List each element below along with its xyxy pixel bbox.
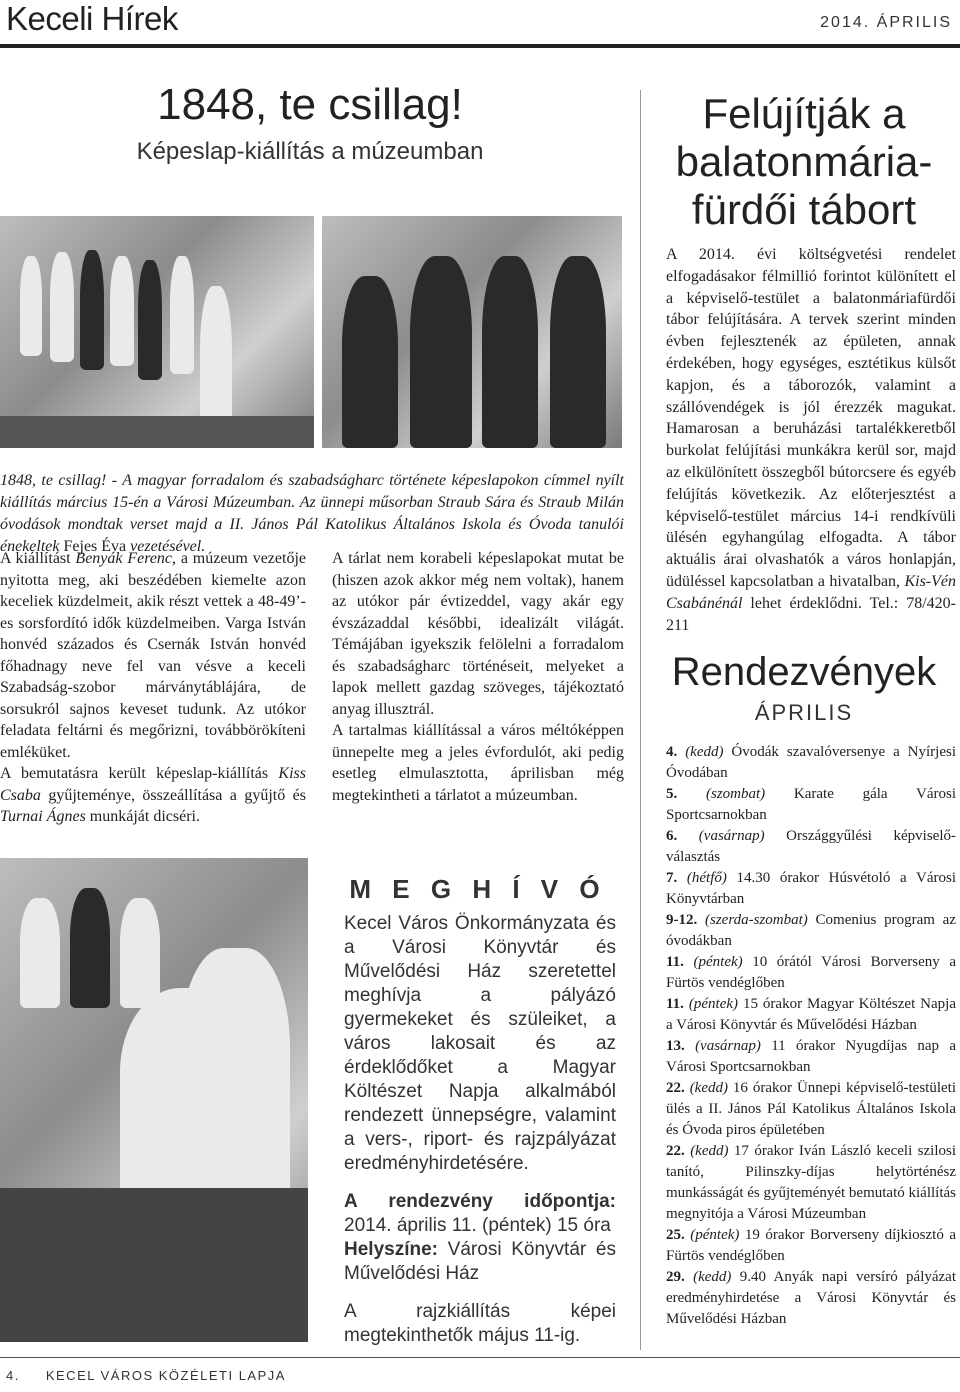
footer-rule	[0, 1357, 960, 1358]
article-column-1: A kiállítást Benyák Ferenc, a múzeum vezetője nyitotta meg, aki beszédében kiemelte azon keceliek küzdelmeit, akik részt vettek a 48-49’-es sorsfordító idők küzdelmeiben. Varga István honvéd százados és Csernák István honvéd főhadnagy neve fel van vésve a keceli Szabadság-szobor márványtáblájára, de sorsukról sajnos keveset tudunk. Az utókor feladata feltárni és megőrizni, továbbörökíteni emléküket. A bemutatásra került képeslap-kiállítás Kiss Csaba gyűjteménye, összeállítása a gyűjtő és Turnai Ágnes munkáját dicséri.	[0, 550, 306, 825]
event-item: 4. (kedd) Óvodák szavalóversenye a Nyírjesi Óvodában	[666, 744, 956, 781]
photo-caption: 1848, te csillag! - A magyar forradalom és szabadságharc története képeslapokon címmel nyílt kiállítás március 15-én a Városi Múzeumban. Az ünnepi műsorban Straub Sára és Straub Milán óvodások mondtak verset majd a II. János Pál Katolikus Általános Iskola és Óvoda tanulói énekeltek Fejes Éva vezetésével.	[0, 472, 624, 555]
event-item: 25. (péntek) 19 órakor Borverseny díjkiosztó a Fürtös vendéglőben	[666, 1227, 956, 1264]
event-item: 6. (vasárnap) Országgyűlési képviselő-választás	[666, 828, 957, 865]
events-month: ÁPRILIS	[754, 700, 854, 725]
column-divider	[640, 90, 641, 1350]
event-item: 5. (szombat) Karate gála Városi Sportcsarnokban	[666, 786, 957, 823]
event-item: 22. (kedd) 17 órakor Iván László keceli szilosi tanító, Pilinszky-díjas helytörténész munkásságát és gyűjteményét bemutató kiállítás megnyitója a Városi Múzeumban	[666, 1143, 956, 1222]
events-list	[666, 742, 956, 1330]
article2-body: A 2014. évi költségvetési rendelet elfogadásakor félmillió forintot különített el a képviselő-testület a balatonmáriafürdői tábor felújítására. A tervek szerint minden évben fejlesztenék az épületen, annak érdekében, hogy egységes, esztétikus külsőt kapjon, és a táborozók, valamint a szállóvendégek is jól érezzék magukat. Hamarosan a beruházási tartalékkeretből burkolat felújítási munkákra kerül sor, majd az elkülönített összegből bútorcsere és egyéb felújítás következik. Az előterjesztést a képviselő-testület március 14-i rendkívüli ülésén egyhangúlag elfogadta. A tábor aktuális árai olvashatók a város honlapján, üdüléssel kapcsolatban a hivatalban, Kis-Vén Csabánénál lehet érdeklődni. Tel.: 78/420-211	[666, 246, 956, 634]
article-subtitle: Képeslap-kiállítás a múzeumban	[136, 138, 484, 165]
event-item: 11. (péntek) 15 órakor Magyar Költészet Napja a Városi Könyvtár és Művelődési Házban	[666, 996, 957, 1033]
event-item: 29. (kedd) 9.40 Anyák napi versíró pályázat eredményhirdetése a Városi Könyvtár és Művelődési Házban	[666, 1269, 957, 1327]
article2-title: Felújítják a balatonmária-fürdői tábort	[675, 90, 933, 233]
article-column-2: A tárlat nem korabeli képeslapokat mutat be (hiszen azok akkor még nem voltak), hanem az utókor pár évtizeddel, vagy akár egy évszázaddal későbbi, idealizált világát. Témájában igyekszik felölelni a forradalom és szabadságharc történéseit, melyeket a lapok mellett gazdag szöveges, tájékoztató anyag illusztrál. A tartalmas kiállítással a város méltóképpen ünnepelte meg a jeles évfordulót, aki pedig esetleg elmulasztotta, áprilisban még megtekintheti a tárlatot a múzeumban.	[332, 550, 624, 804]
event-item: 13. (vasárnap) 11 órakor Nyugdíjas nap a Városi Sportcsarnokban	[666, 1038, 956, 1075]
photo-girls-singing	[0, 858, 308, 1342]
masthead-rule	[0, 44, 960, 48]
article-title: 1848, te csillag!	[157, 80, 463, 129]
masthead-date: 2014. ÁPRILIS	[820, 14, 952, 31]
event-item: 9-12. (szerda-szombat) Comenius program az óvodákban	[666, 912, 956, 949]
photo-children-singing	[0, 216, 314, 448]
events-title: Rendezvények	[671, 650, 937, 694]
footer: 4. KECEL VÁROS KÖZÉLETI LAPJA	[6, 1368, 286, 1383]
event-item: 11. (péntek) 10 órától Városi Borverseny a Fürtös vendéglőben	[666, 954, 957, 991]
meghivo-body: Kecel Város Önkormányzata és a Városi Könyvtár és Művelődési Ház szeretettel meghívja a pályázó gyermekeket és szüleiket, a város lakosait és az érdeklődőket a Magyar Költészet Napja alkalmából rendezett ünnepségre, valamint a vers-, riport- és rajzpályázat eredményhirdetésére. A rendezvény időpontja: 2014. április 11. (péntek) 15 óra Helyszíne: Városi Könyvtár és Művelődési Ház A rajzkiállítás képei megtekinthetők május 11-ig.	[344, 913, 616, 1346]
event-item: 22. (kedd) 16 órakor Ünnepi képviselő-testületi ülés a II. János Pál Katolikus Általános Iskola és Óvoda piros épületében	[666, 1080, 957, 1138]
photo-men-group	[322, 216, 622, 448]
masthead-title: Keceli Hírek	[6, 0, 178, 37]
event-item: 7. (hétfő) 14.30 órakor Húsvétoló a Városi Könyvtárban	[666, 870, 957, 907]
meghivo-title: M E G H Í V Ó	[349, 874, 607, 904]
